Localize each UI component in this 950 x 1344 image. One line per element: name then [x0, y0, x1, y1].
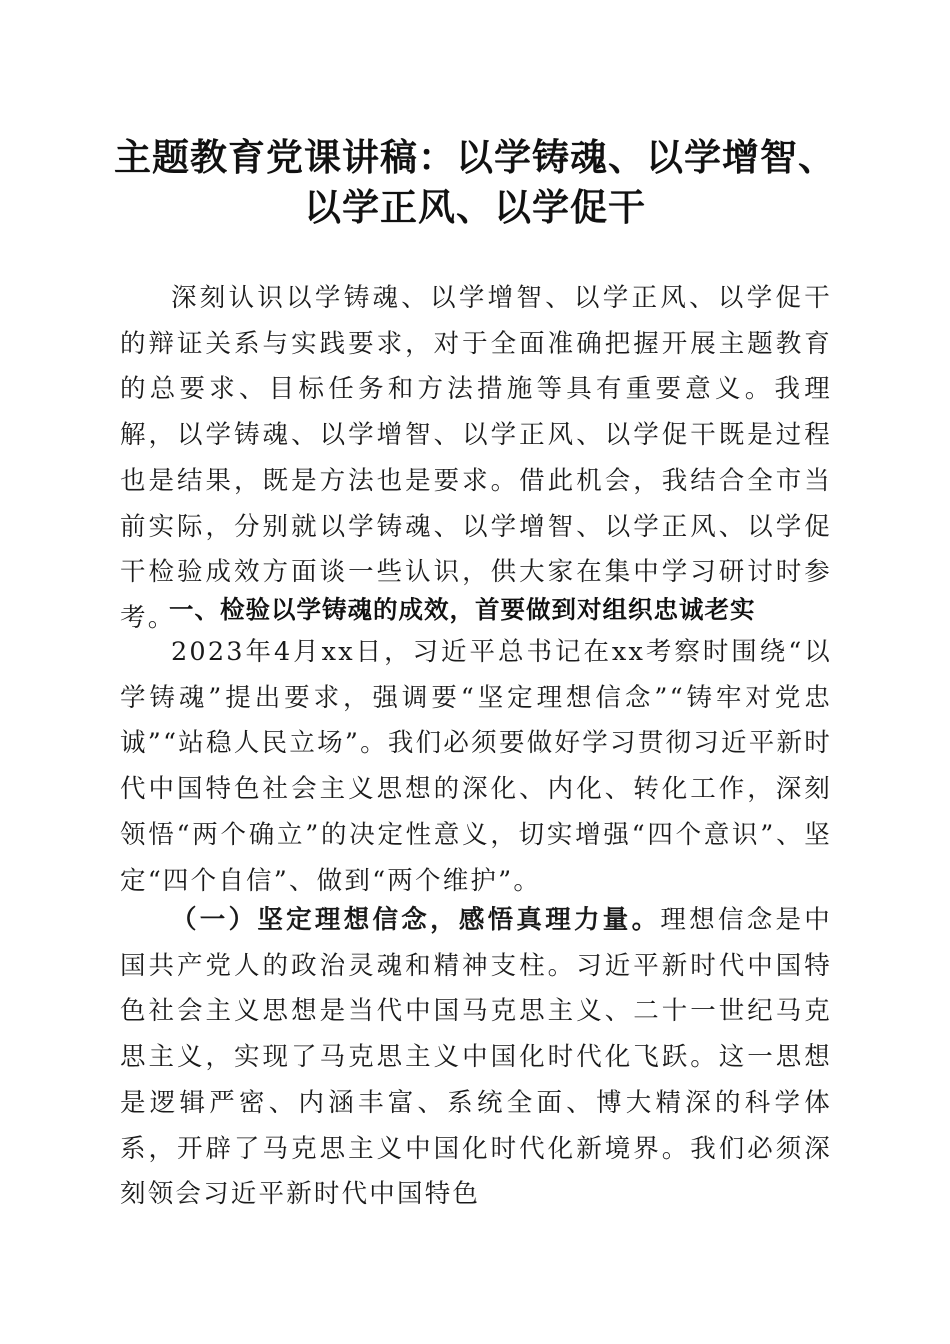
section-heading-1: 一、检验以学铸魂的成效，首要做到对组织忠诚老实: [169, 595, 756, 624]
section-1-paragraph: 2023年4月xx日，习近平总书记在xx考察时围绕“以学铸魂”提出要求，强调要“坚定理想信念”“铸牢对党忠诚”“站稳人民立场”。我们必须要做好学习贯彻习近平新时代中国特色社会主义思想的深化、内化、转化工作，深刻领悟“两个确立”的决定性意义，切实增强“四个意识”、坚定“四个自信”、做到“两个维护”。: [120, 637, 832, 896]
intro-paragraph: 深刻认识以学铸魂、以学增智、以学正风、以学促干的辩证关系与实践要求，对于全面准确把握开展主题教育的总要求、目标任务和方法措施等具有重要意义。我理解，以学铸魂、以学增智、以学正风、以学促干既是过程也是结果，既是方法也是要求。借此机会，我结合全市当前实际，分别就以学铸魂、以学增智、以学正风、以学促干检验成效方面谈一些认识，供大家在集中学习研讨时参考。: [120, 283, 832, 633]
subsection-1-lead: （一）坚定理想信念，感悟真理力量。: [171, 905, 661, 935]
document-title: 主题教育党课讲稿：以学铸魂、以学增智、以学正风、以学促干: [114, 135, 836, 229]
subsection-1-paragraph: [120, 898, 832, 1218]
subsection-1-body: 理想信念是中国共产党人的政治灵魂和精神支柱。习近平新时代中国特色社会主义思想是当代中国马克思主义、二十一世纪马克思主义，实现了马克思主义中国化时代化飞跃。这一思想是逻辑严密、内涵丰富、系统全面、博大精深的科学体系，开辟了马克思主义中国化时代化新境界。我们必须深刻领会习近平新时代中国特色: [120, 905, 833, 1210]
